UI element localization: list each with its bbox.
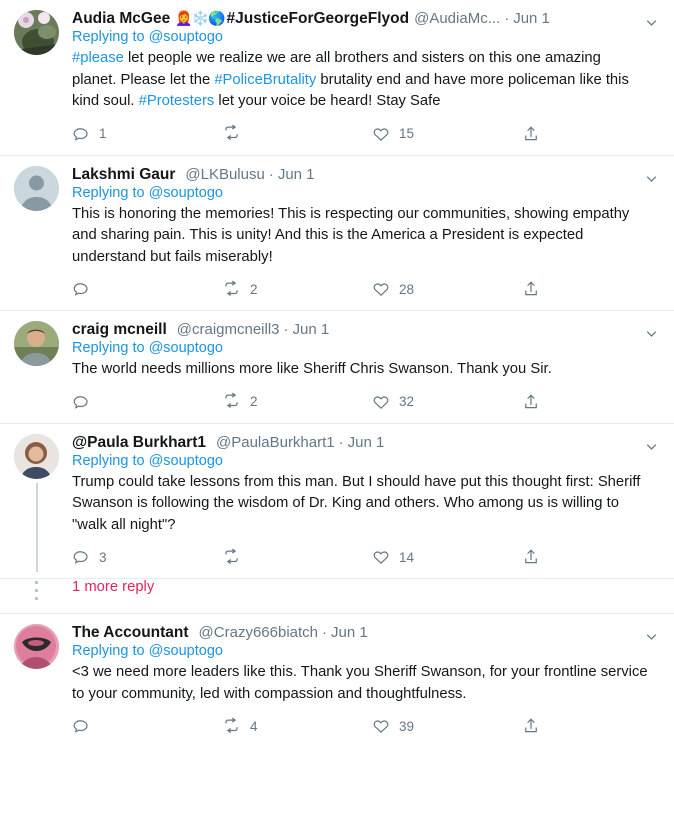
tweet-text-segment: let people we realize we are all brothers and sisters on this one amazing planet. Please let the [72, 50, 601, 88]
tweet-text [72, 204, 662, 269]
retweet-action[interactable] [222, 124, 372, 143]
separator-dot: · [283, 321, 289, 338]
tweet-text-segment: The world needs millions more like Sheriff Chris Swanson. Thank you Sir. [72, 361, 552, 377]
retweet-count: 2 [250, 394, 258, 409]
tweet-text-segment: let your voice be heard! Stay Safe [214, 93, 441, 109]
avatar-column [12, 434, 61, 573]
retweet-icon[interactable] [222, 717, 241, 736]
retweet-icon[interactable] [222, 280, 241, 299]
tweet-text [72, 48, 662, 113]
timestamp[interactable]: Jun 1 [347, 433, 385, 451]
retweet-icon[interactable] [222, 124, 241, 143]
separator-dot: · [504, 10, 510, 27]
like-count: 32 [399, 394, 415, 409]
reply-action[interactable] [72, 125, 222, 143]
tweet-body [61, 321, 662, 417]
display-name-emoji: 👩‍🦰❄️🌎 [175, 10, 225, 26]
tweet-item[interactable] [0, 156, 674, 312]
like-action[interactable] [372, 717, 522, 735]
like-icon[interactable] [372, 548, 390, 566]
reply-icon[interactable] [72, 280, 90, 298]
tweet-text-segment: This is honoring the memories! This is respecting our communities, showing empathy and sharing pain. This is unity! And this is the America a President is expected understand but fails miserably! [72, 205, 630, 265]
reply-icon[interactable] [72, 393, 90, 411]
replying-to-label[interactable]: Replying to @souptogo [72, 452, 223, 469]
timestamp[interactable]: Jun 1 [277, 165, 315, 183]
chevron-down-icon[interactable] [643, 170, 660, 192]
avatar[interactable] [14, 10, 59, 55]
avatar[interactable] [14, 434, 59, 479]
tweet-header [72, 434, 662, 452]
tweet-body [61, 624, 662, 741]
tweet-item[interactable] [0, 424, 674, 580]
chevron-down-icon[interactable] [643, 14, 660, 36]
thread-connector-line [36, 483, 38, 573]
tweet-header [72, 10, 662, 28]
avatar-column [12, 166, 61, 305]
display-name[interactable]: craig mcneill [72, 321, 167, 338]
avatar-column [12, 321, 61, 417]
share-icon[interactable] [522, 125, 540, 143]
display-name[interactable]: The Accountant [72, 624, 189, 641]
retweet-action[interactable] [222, 392, 372, 411]
like-icon[interactable] [372, 717, 390, 735]
hashtag-link[interactable]: #please [72, 50, 124, 66]
like-count: 28 [399, 281, 415, 297]
tweet-text [72, 472, 662, 537]
avatar-column [12, 10, 61, 149]
share-action[interactable] [522, 393, 582, 411]
replying-to-label[interactable]: Replying to @souptogo [72, 29, 223, 45]
tweet-actions [72, 711, 662, 741]
replying-to-label[interactable]: Replying to @souptogo [72, 340, 223, 356]
timestamp[interactable]: Jun 1 [331, 624, 368, 641]
share-action[interactable] [522, 717, 582, 735]
reply-count: 3 [99, 549, 107, 565]
tweet-item[interactable] [0, 311, 674, 424]
like-count: 39 [399, 718, 415, 734]
display-name[interactable]: Audia McGee [72, 10, 171, 27]
hashtag-link[interactable]: #PoliceBrutality [214, 71, 317, 88]
like-icon[interactable] [372, 393, 390, 411]
tweet-text-segment: <3 we need more leaders like this. Thank you Sheriff Swanson, for your frontline service to your community, led with compassion and thoughtfulness. [72, 664, 648, 702]
share-icon[interactable] [522, 717, 540, 735]
reply-icon[interactable] [72, 548, 90, 566]
avatar[interactable] [14, 624, 59, 669]
chevron-down-icon[interactable] [643, 628, 660, 650]
tweet-header [72, 166, 662, 184]
user-handle[interactable]: @craigmcneill3 [176, 321, 280, 338]
tweet-text [72, 359, 662, 381]
display-name[interactable]: Lakshmi Gaur [72, 165, 176, 183]
share-icon[interactable] [522, 280, 540, 298]
timestamp[interactable]: Jun 1 [292, 321, 330, 338]
tweet-text-segment: brutality end and have more policeman like this kind soul. [72, 71, 629, 109]
tweet-header [72, 321, 662, 339]
like-action[interactable] [372, 548, 522, 566]
separator-dot: · [322, 624, 327, 641]
tweet-header [72, 624, 662, 642]
display-name-hashtag[interactable]: #JusticeForGeorgeFlyod [226, 10, 410, 27]
like-count: 14 [399, 549, 415, 565]
user-handle[interactable]: @PaulaBurkhart1 [216, 433, 335, 451]
tweet-actions [72, 542, 662, 572]
like-count: 15 [399, 126, 415, 141]
like-action[interactable] [372, 125, 522, 143]
like-icon[interactable] [372, 280, 390, 298]
separator-dot: · [268, 165, 274, 183]
tweet-item[interactable] [0, 614, 674, 747]
reply-icon[interactable] [72, 125, 90, 143]
retweet-count: 2 [250, 281, 258, 297]
tweet-text-segment: Trump could take lessons from this man. But I should have put this thought first: Sheriff Swanson is following the wisdom of Dr. King and others. Who among us is willing to "walk all night"? [72, 473, 641, 533]
replying-to-label[interactable]: Replying to @souptogo [72, 184, 223, 201]
tweet-body [61, 10, 662, 149]
retweet-icon[interactable] [222, 548, 241, 567]
display-name[interactable]: @Paula Burkhart1 [72, 433, 206, 451]
tweet-body [61, 434, 662, 573]
reply-action[interactable] [72, 393, 222, 411]
share-action[interactable] [522, 548, 582, 566]
retweet-action[interactable] [222, 548, 372, 567]
thread-dots [12, 579, 61, 605]
avatar-column [12, 624, 61, 741]
retweet-count: 4 [250, 718, 258, 734]
reply-action[interactable] [72, 548, 222, 566]
user-handle[interactable]: @LKBulusu [185, 165, 265, 183]
timestamp[interactable]: Jun 1 [513, 10, 550, 27]
retweet-action[interactable] [222, 280, 372, 299]
tweet-text [72, 662, 662, 705]
tweet-actions [72, 387, 662, 417]
separator-dot: · [338, 433, 344, 451]
reply-count: 1 [99, 126, 107, 141]
like-action[interactable] [372, 280, 522, 298]
share-action[interactable] [522, 125, 582, 143]
tweet-body [61, 166, 662, 305]
chevron-down-icon[interactable] [643, 325, 660, 347]
like-action[interactable] [372, 393, 522, 411]
reply-icon[interactable] [72, 717, 90, 735]
avatar[interactable] [14, 321, 59, 366]
hashtag-link[interactable]: #Protesters [138, 93, 215, 109]
tweet-actions [72, 119, 662, 149]
reply-action[interactable] [72, 280, 222, 298]
share-icon[interactable] [522, 393, 540, 411]
retweet-icon[interactable] [222, 392, 241, 411]
more-replies-row[interactable] [0, 579, 674, 613]
like-icon[interactable] [372, 125, 390, 143]
share-icon[interactable] [522, 548, 540, 566]
user-handle[interactable]: @AudiaMc... [414, 10, 501, 27]
chevron-down-icon[interactable] [643, 438, 660, 460]
retweet-action[interactable] [222, 717, 372, 736]
user-handle[interactable]: @Crazy666biatch [198, 624, 318, 641]
share-action[interactable] [522, 280, 582, 298]
tweet-actions [72, 274, 662, 304]
avatar[interactable] [14, 166, 59, 211]
replying-to-label[interactable]: Replying to @souptogo [72, 643, 223, 659]
reply-action[interactable] [72, 717, 222, 735]
tweet-item[interactable] [0, 0, 674, 156]
more-replies-link[interactable]: 1 more reply [72, 579, 155, 595]
